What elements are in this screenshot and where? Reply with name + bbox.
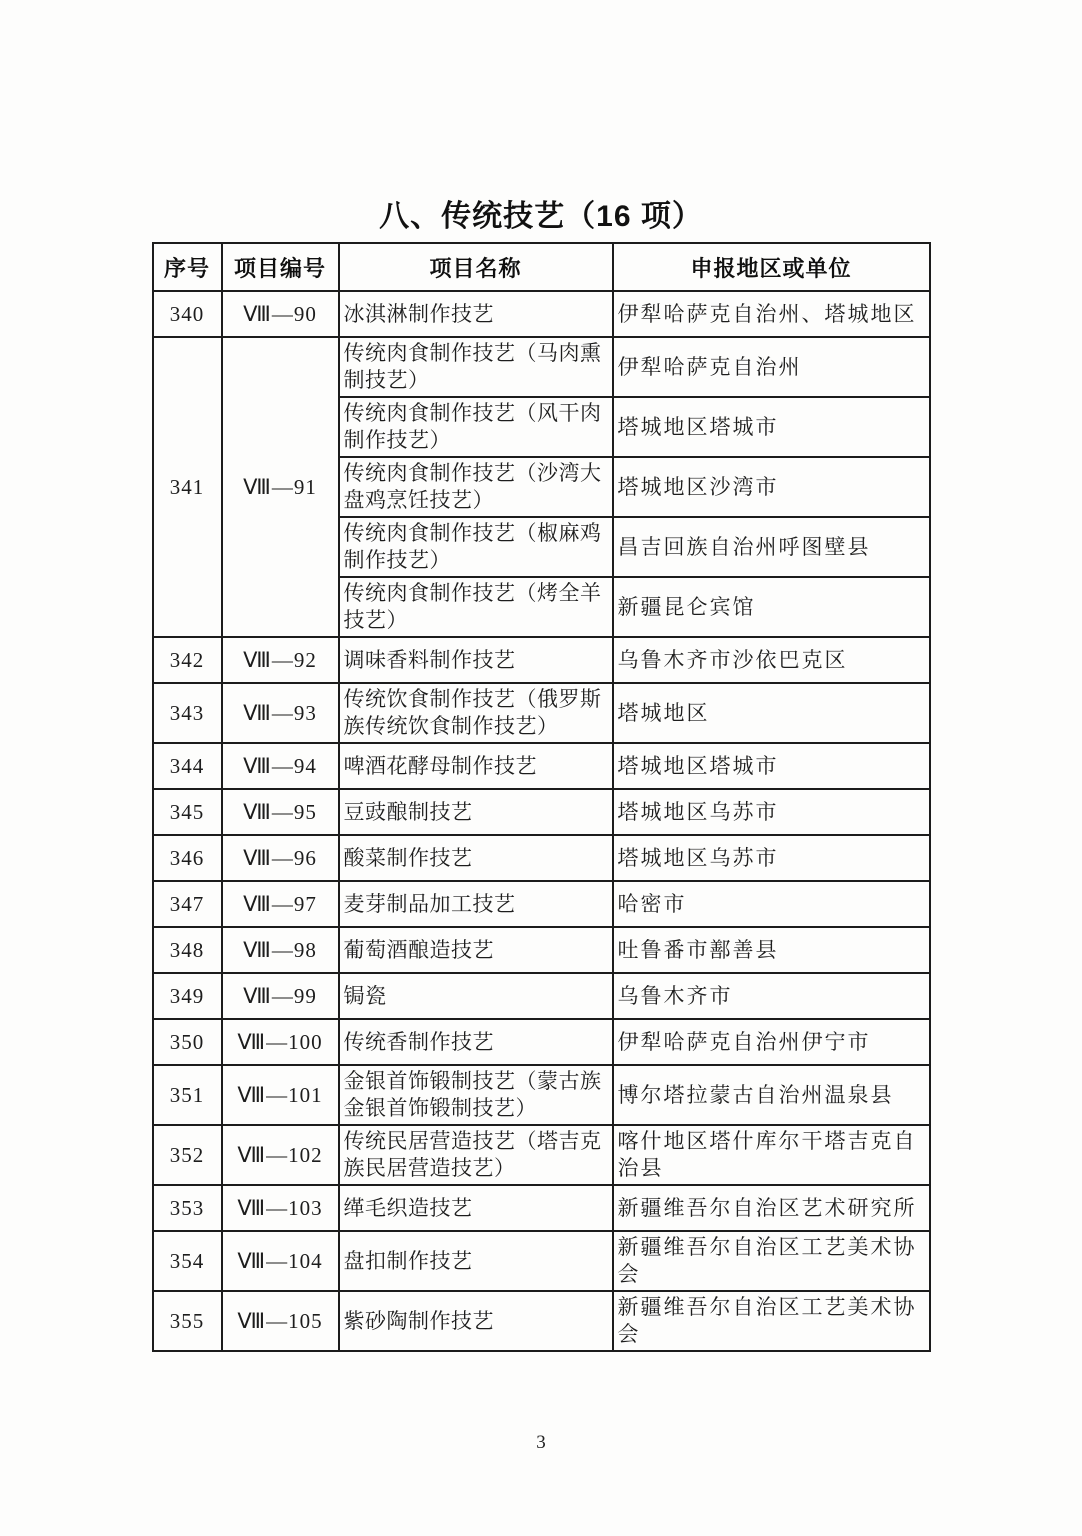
- project-name-cell: 啤酒花酵母制作技艺: [339, 743, 613, 789]
- table-row: [153, 743, 930, 789]
- project-name-cell: 酸菜制作技艺: [339, 835, 613, 881]
- declaring-unit-cell: 塔城地区塔城市: [613, 397, 930, 457]
- table-row: [153, 291, 930, 337]
- project-name-cell: 盘扣制作技艺: [339, 1231, 613, 1291]
- project-name-cell: 豆豉酿制技艺: [339, 789, 613, 835]
- project-name-cell: 葡萄酒酿造技艺: [339, 927, 613, 973]
- table-header-row: [153, 243, 930, 291]
- declaring-unit-cell: 吐鲁番市鄯善县: [613, 927, 930, 973]
- table-row: [153, 835, 930, 881]
- table-row: [153, 789, 930, 835]
- serial-number-cell: 342: [153, 637, 222, 683]
- table-row: [153, 637, 930, 683]
- header-project-code: 项目编号: [222, 243, 339, 291]
- header-serial-number: 序号: [153, 243, 222, 291]
- serial-number-cell: 352: [153, 1125, 222, 1185]
- project-code-cell: Ⅷ—102: [222, 1125, 339, 1185]
- project-code-cell: Ⅷ—105: [222, 1291, 339, 1351]
- project-code-cell: Ⅷ—103: [222, 1185, 339, 1231]
- project-name-cell: 传统饮食制作技艺（俄罗斯族传统饮食制作技艺）: [339, 683, 613, 743]
- project-name-cell: 麦芽制品加工技艺: [339, 881, 613, 927]
- declaring-unit-cell: 昌吉回族自治州呼图壁县: [613, 517, 930, 577]
- declaring-unit-cell: 乌鲁木齐市: [613, 973, 930, 1019]
- serial-number-cell: 343: [153, 683, 222, 743]
- project-name-cell: 锔瓷: [339, 973, 613, 1019]
- section-title: 八、传统技艺（16 项）: [379, 200, 703, 233]
- project-name-cell: 缂毛织造技艺: [339, 1185, 613, 1231]
- project-name-cell: 传统肉食制作技艺（椒麻鸡制作技艺）: [339, 517, 613, 577]
- table-row: [153, 337, 930, 397]
- table-row: [153, 1231, 930, 1291]
- project-code-cell: Ⅷ—98: [222, 927, 339, 973]
- declaring-unit-cell: 塔城地区沙湾市: [613, 457, 930, 517]
- declaring-unit-cell: 塔城地区乌苏市: [613, 835, 930, 881]
- page-number: 3: [536, 1432, 546, 1453]
- project-code-cell: Ⅷ—104: [222, 1231, 339, 1291]
- table-row: [153, 1065, 930, 1125]
- table-row: [153, 881, 930, 927]
- project-name-cell: 传统肉食制作技艺（烤全羊技艺）: [339, 577, 613, 637]
- project-name-cell: 传统肉食制作技艺（风干肉制作技艺）: [339, 397, 613, 457]
- project-name-cell: 冰淇淋制作技艺: [339, 291, 613, 337]
- declaring-unit-cell: 伊犁哈萨克自治州: [613, 337, 930, 397]
- declaring-unit-cell: 新疆维吾尔自治区艺术研究所: [613, 1185, 930, 1231]
- projects-table: [152, 242, 931, 1352]
- declaring-unit-cell: 新疆昆仑宾馆: [613, 577, 930, 637]
- project-code-cell: Ⅷ—93: [222, 683, 339, 743]
- project-name-cell: 传统肉食制作技艺（马肉熏制技艺）: [339, 337, 613, 397]
- serial-number-cell: 353: [153, 1185, 222, 1231]
- serial-number-cell: 348: [153, 927, 222, 973]
- declaring-unit-cell: 喀什地区塔什库尔干塔吉克自治县: [613, 1125, 930, 1185]
- serial-number-cell: 351: [153, 1065, 222, 1125]
- project-name-cell: 金银首饰锻制技艺（蒙古族金银首饰锻制技艺）: [339, 1065, 613, 1125]
- project-code-cell: Ⅷ—100: [222, 1019, 339, 1065]
- project-code-cell: Ⅷ—92: [222, 637, 339, 683]
- declaring-unit-cell: 伊犁哈萨克自治州、塔城地区: [613, 291, 930, 337]
- table-body: [153, 291, 930, 1351]
- project-code-cell: Ⅷ—99: [222, 973, 339, 1019]
- declaring-unit-cell: 乌鲁木齐市沙依巴克区: [613, 637, 930, 683]
- table-row: [153, 1185, 930, 1231]
- declaring-unit-cell: 新疆维吾尔自治区工艺美术协会: [613, 1231, 930, 1291]
- project-code-cell: Ⅷ—90: [222, 291, 339, 337]
- header-project-name: 项目名称: [339, 243, 613, 291]
- table-row: [153, 1291, 930, 1351]
- project-code-cell: Ⅷ—91: [222, 337, 339, 637]
- serial-number-cell: 341: [153, 337, 222, 637]
- project-name-cell: 紫砂陶制作技艺: [339, 1291, 613, 1351]
- project-name-cell: 传统肉食制作技艺（沙湾大盘鸡烹饪技艺）: [339, 457, 613, 517]
- header-declaring-unit: 申报地区或单位: [613, 243, 930, 291]
- table-row: [153, 1125, 930, 1185]
- project-code-cell: Ⅷ—96: [222, 835, 339, 881]
- table-row: [153, 973, 930, 1019]
- table-row: [153, 683, 930, 743]
- table-row: [153, 1019, 930, 1065]
- serial-number-cell: 340: [153, 291, 222, 337]
- declaring-unit-cell: 塔城地区: [613, 683, 930, 743]
- serial-number-cell: 350: [153, 1019, 222, 1065]
- serial-number-cell: 346: [153, 835, 222, 881]
- table-row: [153, 927, 930, 973]
- serial-number-cell: 344: [153, 743, 222, 789]
- declaring-unit-cell: 新疆维吾尔自治区工艺美术协会: [613, 1291, 930, 1351]
- serial-number-cell: 354: [153, 1231, 222, 1291]
- declaring-unit-cell: 哈密市: [613, 881, 930, 927]
- declaring-unit-cell: 博尔塔拉蒙古自治州温泉县: [613, 1065, 930, 1125]
- project-code-cell: Ⅷ—95: [222, 789, 339, 835]
- project-name-cell: 调味香料制作技艺: [339, 637, 613, 683]
- project-code-cell: Ⅷ—97: [222, 881, 339, 927]
- serial-number-cell: 349: [153, 973, 222, 1019]
- project-name-cell: 传统民居营造技艺（塔吉克族民居营造技艺）: [339, 1125, 613, 1185]
- declaring-unit-cell: 塔城地区乌苏市: [613, 789, 930, 835]
- serial-number-cell: 345: [153, 789, 222, 835]
- serial-number-cell: 355: [153, 1291, 222, 1351]
- project-code-cell: Ⅷ—94: [222, 743, 339, 789]
- declaring-unit-cell: 塔城地区塔城市: [613, 743, 930, 789]
- project-code-cell: Ⅷ—101: [222, 1065, 339, 1125]
- declaring-unit-cell: 伊犁哈萨克自治州伊宁市: [613, 1019, 930, 1065]
- serial-number-cell: 347: [153, 881, 222, 927]
- project-name-cell: 传统香制作技艺: [339, 1019, 613, 1065]
